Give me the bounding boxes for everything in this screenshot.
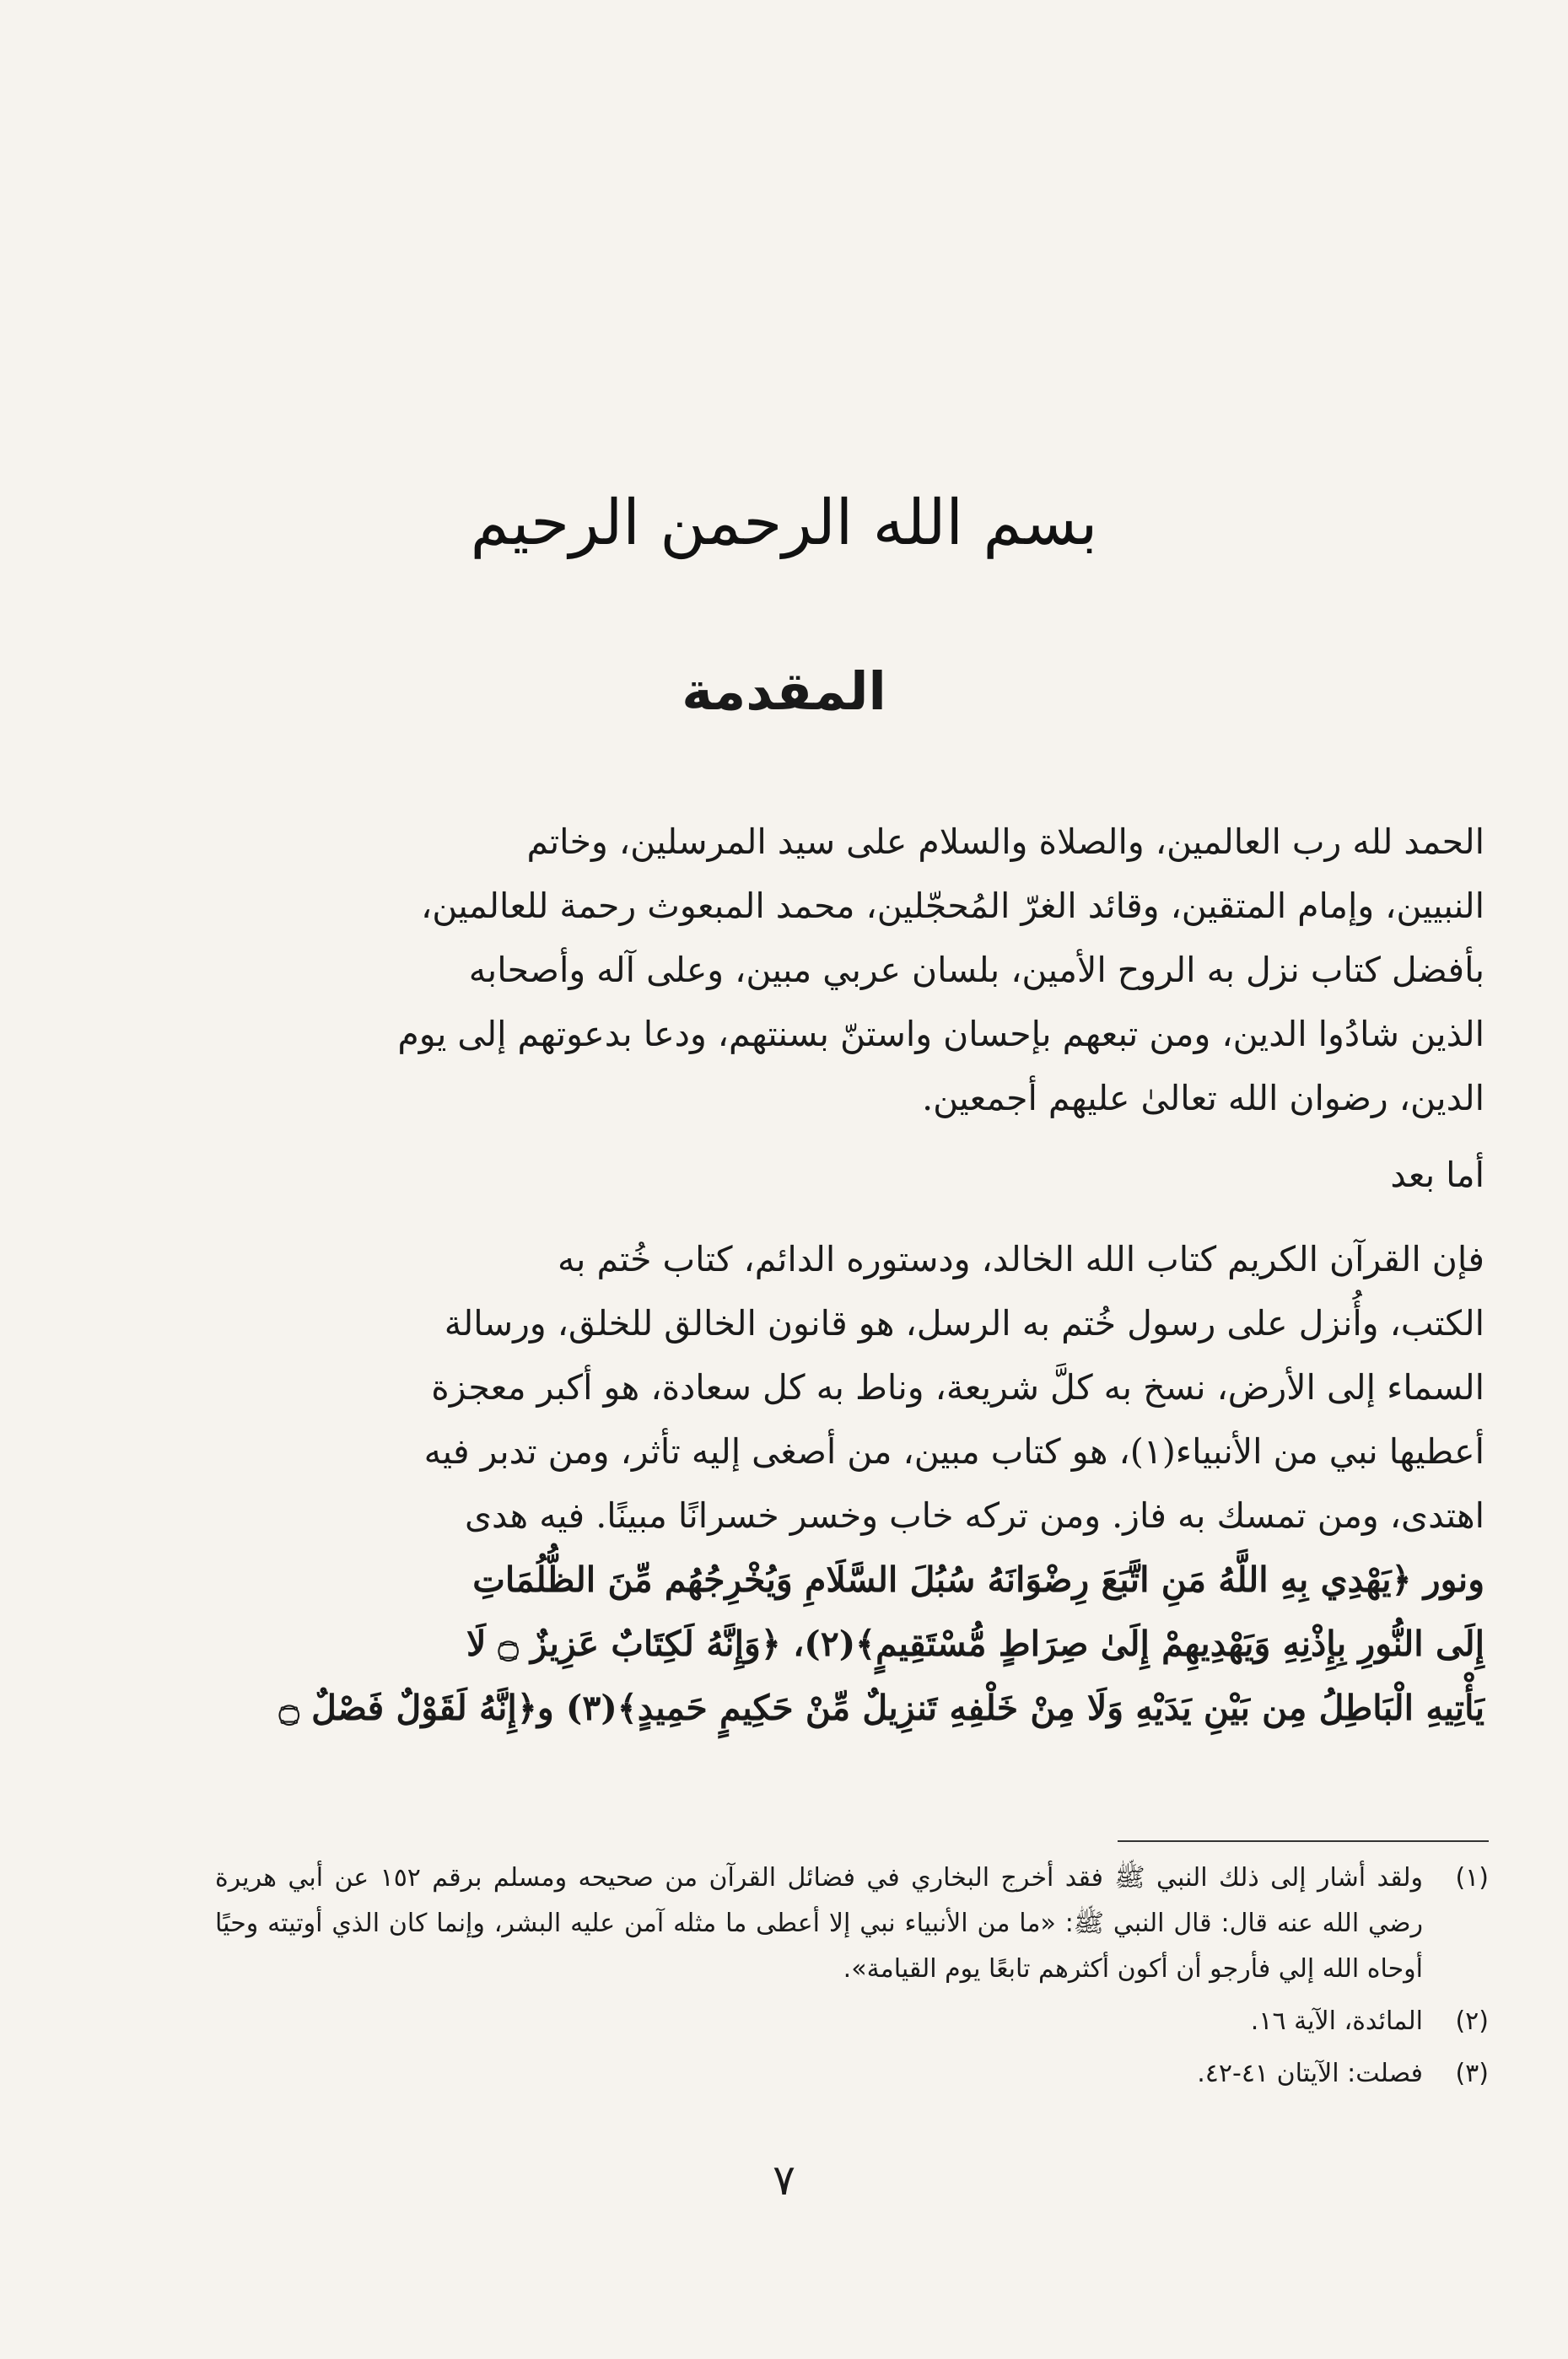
footnote-text: ولقد أشار إلى ذلك النبي ﷺ فقد أخرج البخاري في فضائل القرآن من صحيحه ومسلم برقم ١٥٢ عن أبي هريرة رضي الله عنه قال: قال النبي ﷺ: «ما من الأنبياء نبي إلا أعطى ما مثله آمن عليه البشر، وإنما كان الذي أوتيته وحيًا أوحاه الله إلي فأرجو أن أكون أكثرهم تابعًا يوم القيامة». (215, 1863, 1423, 1984)
footnote-number: (١) (1455, 1863, 1489, 1893)
intro-line: بأفضل كتاب نزل به الروح الأمين، بلسان عربي مبين، وعلى آله وأصحابه (468, 950, 1484, 990)
basmala-calligraphy: بسم الله الرحمن الرحيم (470, 487, 1098, 559)
footnote-text: المائدة، الآية ١٦. (1250, 2006, 1423, 2036)
footnote-text: فصلت: الآيتان ٤١-٤٢. (1197, 2059, 1423, 2088)
body-line: السماء إلى الأرض، نسخ به كلَّ شريعة، وناط به كل سعادة، هو أكبر معجزة (431, 1367, 1484, 1408)
quran-verse-line: يَأْتِيهِ الْبَاطِلُ مِن بَيْنِ يَدَيْهِ وَلَا مِنْ خَلْفِهِ تَنزِيلٌ مِّنْ حَكِيمٍ حَمِيدٍ﴾(٣) و﴿إِنَّهُ لَقَوْلٌ فَصْلٌ ۝ (278, 1688, 1484, 1728)
body-line: فإن القرآن الكريم كتاب الله الخالد، ودستوره الدائم، كتاب خُتم به (558, 1239, 1484, 1279)
footnote-separator (1118, 1840, 1489, 1842)
intro-line: الدين، رضوان الله تعالىٰ عليهم أجمعين. (922, 1078, 1484, 1118)
intro-line: الحمد لله رب العالمين، والصلاة والسلام على سيد المرسلين، وخاتم (526, 821, 1484, 862)
footnote-number: (٣) (1455, 2059, 1489, 2088)
quran-verse-line: إِلَى النُّورِ بِإِذْنِهِ وَيَهْدِيهِمْ إِلَىٰ صِرَاطٍ مُّسْتَقِيمٍ﴾(٢)، ﴿وَإِنَّهُ لَكِتَابٌ عَزِيزٌ ۝ لَا (466, 1624, 1484, 1664)
amma-bad-heading: أما بعد (1390, 1155, 1484, 1195)
footnote-item (215, 2051, 1489, 2097)
chapter-title: المقدمة (682, 660, 886, 722)
footnote-item (215, 1999, 1489, 2044)
body-paragraph (215, 1227, 1484, 1740)
footnote-item (215, 1855, 1489, 1992)
body-line: أعطيها نبي من الأنبياء(١)، هو كتاب مبين، من أصغى إليه تأثر، ومن تدبر فيه (423, 1431, 1484, 1472)
intro-paragraph (215, 810, 1484, 1130)
body-line: اهتدى، ومن تمسك به فاز. ومن تركه خاب وخسر خسرانًا مبينًا. فيه هدى (464, 1495, 1484, 1536)
quran-verse-line: ونور ﴿يَهْدِي بِهِ اللَّهُ مَنِ اتَّبَعَ رِضْوَانَهُ سُبُلَ السَّلَامِ وَيُخْرِجُهُم مِّنَ الظُّلُمَاتِ (472, 1559, 1484, 1600)
footnotes (215, 1855, 1489, 2103)
intro-line: الذين شادُوا الدين، ومن تبعهم بإحسان واستنّ بسنتهم، ودعا بدعوتهم إلى يوم (397, 1014, 1484, 1054)
page-number: ٧ (773, 2156, 795, 2205)
footnote-number: (٢) (1455, 2006, 1489, 2036)
body-line: الكتب، وأُنزل على رسول خُتم به الرسل، هو قانون الخالق للخلق، ورسالة (444, 1303, 1484, 1344)
intro-line: النبيين، وإمام المتقين، وقائد الغرّ المُحجّلين، محمد المبعوث رحمة للعالمين، (420, 886, 1484, 926)
